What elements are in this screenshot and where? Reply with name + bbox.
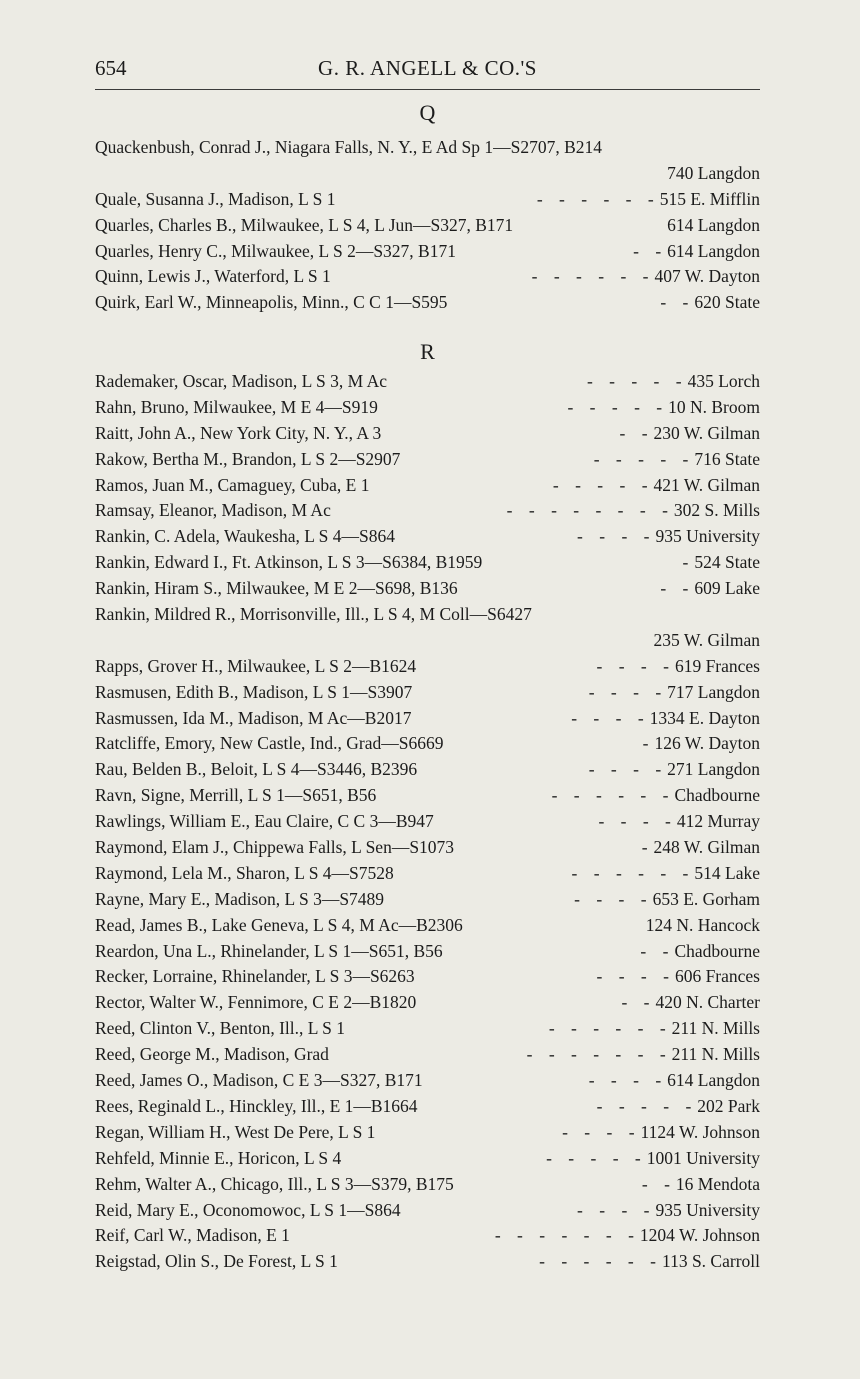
entry-address: 619 Frances [674, 655, 760, 676]
entry-text: Raymond, Elam J., Chippewa Falls, L Sen—S1073 [95, 837, 455, 858]
directory-entry [95, 1223, 760, 1249]
entry-leaders: - - - - - - [536, 188, 660, 209]
entry-leaders: - - - - [577, 526, 656, 547]
entry-leaders: - - [633, 240, 668, 261]
page-header [95, 54, 760, 86]
entry-text: Rau, Belden B., Beloit, L S 4—S3446, B2396 [95, 759, 418, 780]
entry-text: Ramsay, Eleanor, Madison, M Ac [95, 500, 331, 521]
entry-leaders: - - [660, 578, 695, 599]
entry-leaders: - - - - - - [539, 1251, 662, 1272]
entry-leaders: - [642, 733, 655, 754]
entry-address: 614 Langdon [667, 240, 760, 261]
entry-right [660, 290, 760, 316]
entry-right [640, 939, 760, 965]
entry-leaders: - - - - - - - [494, 1225, 640, 1246]
entry-address: 211 N. Mills [671, 1044, 760, 1065]
entry-right [667, 213, 760, 239]
entry-text: Rahn, Bruno, Milwaukee, M E 4—S919 [95, 396, 378, 417]
entry-right [642, 835, 760, 861]
entry-right [597, 964, 761, 990]
entry-leaders: - - - - [598, 811, 677, 832]
entry-leaders: - - - - - [546, 1147, 647, 1168]
entry-address: 653 E. Gorham [652, 888, 760, 909]
directory-entry [95, 1198, 760, 1224]
entry-right [646, 913, 760, 939]
section-r-entries [95, 369, 760, 1275]
entry-leaders: - - - - - - [551, 785, 675, 806]
entry-address: 271 Langdon [667, 759, 760, 780]
entry-text: Rakow, Bertha M., Brandon, L S 2—S2907 [95, 448, 401, 469]
entry-text: Rehm, Walter A., Chicago, Ill., L S 3—S379, B175 [95, 1173, 454, 1194]
entry-right [577, 524, 760, 550]
entry-address: Chadbourne [674, 785, 760, 806]
entry-leaders: - - - - [588, 681, 668, 702]
entry-text: Reid, Mary E., Oconomowoc, L S 1—S864 [95, 1199, 401, 1220]
entry-leaders: - - [641, 1173, 676, 1194]
entry-text: Raitt, John A., New York City, N. Y., A 3 [95, 422, 382, 443]
directory-entry [95, 783, 760, 809]
entry-right [642, 1172, 760, 1198]
entry-right [597, 654, 761, 680]
header-rule [95, 89, 760, 90]
directory-entry [95, 939, 760, 965]
entry-leaders: - - - - [588, 1070, 668, 1091]
entry-right [633, 239, 760, 265]
entry-address: Chadbourne [674, 940, 760, 961]
directory-entry [95, 757, 760, 783]
directory-entry [95, 239, 760, 265]
directory-entry [95, 809, 760, 835]
entry-text: Reed, George M., Madison, Grad [95, 1044, 329, 1065]
entry-right [589, 757, 760, 783]
entry-right [589, 680, 760, 706]
entry-text: Quinn, Lewis J., Waterford, L S 1 [95, 266, 331, 287]
entry-right [660, 576, 760, 602]
entry-leaders: - - - - - [586, 371, 688, 391]
entry-right [594, 447, 760, 473]
entry-leaders: - - - - - - - [526, 1044, 672, 1065]
entry-address: 614 Langdon [667, 1070, 760, 1091]
entry-right [539, 1249, 760, 1275]
entry-address: 230 W. Gilman [653, 422, 760, 443]
entry-text: Rayne, Mary E., Madison, L S 3—S7489 [95, 888, 385, 909]
entry-right [549, 1016, 760, 1042]
entry-text: Rankin, Hiram S., Milwaukee, M E 2—S698, B136 [95, 578, 458, 599]
directory-entry [95, 887, 760, 913]
directory-entry [95, 861, 760, 887]
entry-right [537, 187, 760, 213]
directory-entry [95, 731, 760, 757]
directory-entry [95, 990, 760, 1016]
section-letter-r: R [420, 339, 435, 364]
entry-address: 606 Frances [674, 966, 760, 987]
entry-leaders: - - - - [596, 655, 675, 676]
entry-address: 420 N. Charter [655, 992, 760, 1013]
entry-text: Rankin, C. Adela, Waukesha, L S 4—S864 [95, 526, 395, 547]
entry-text: Quirk, Earl W., Minneapolis, Minn., C C 1—S595 [95, 292, 448, 313]
entry-text: Regan, William H., West De Pere, L S 1 [95, 1121, 376, 1142]
directory-entry [95, 680, 760, 706]
entry-text: Ravn, Signe, Merrill, L S 1—S651, B56 [95, 785, 377, 806]
entry-text: Rasmusen, Edith B., Madison, L S 1—S3907 [95, 681, 413, 702]
entry-text: Rademaker, Oscar, Madison, L S 3, M Ac [95, 371, 387, 391]
entry-address: 514 Lake [694, 862, 760, 883]
entry-leaders: - - [660, 292, 695, 313]
directory-entry [95, 1016, 760, 1042]
entry-right [683, 550, 760, 576]
entry-right [621, 990, 760, 1016]
entry-address: 1124 W. Johnson [640, 1121, 760, 1142]
entry-leaders: - - - - - - [531, 266, 655, 287]
entry-address: 126 W. Dayton [654, 733, 760, 754]
directory-entry [95, 602, 760, 628]
entry-leaders: - - - - - - - - [506, 500, 674, 521]
directory-entry [95, 1094, 760, 1120]
entry-address: 202 Park [697, 1095, 760, 1116]
page-number: 654 [95, 56, 127, 80]
entry-leaders: - - - - [588, 759, 668, 780]
directory-entry [95, 421, 760, 447]
entry-address: 412 Murray [676, 811, 760, 832]
entry-address-continuation: 235 W. Gilman [653, 629, 760, 650]
entry-address: 211 N. Mills [671, 1018, 760, 1039]
directory-entry [95, 369, 760, 395]
entry-right [587, 369, 760, 395]
entry-leaders: - - - - - [567, 396, 669, 417]
directory-entry [95, 964, 760, 990]
entry-text: Rankin, Mildred R., Morrisonville, Ill., L S 4, M Coll—S6427 [95, 604, 532, 625]
entry-right [598, 809, 760, 835]
directory-entry [95, 213, 760, 239]
directory-entry [95, 395, 760, 421]
directory-entry [95, 835, 760, 861]
entry-right [567, 395, 760, 421]
entry-address: 302 S. Mills [673, 500, 760, 521]
entry-address: 421 W. Gilman [653, 474, 760, 495]
directory-entry [95, 447, 760, 473]
directory-entry [95, 576, 760, 602]
entry-right [589, 1068, 760, 1094]
entry-leaders: - - - - [562, 1121, 641, 1142]
entry-address: 435 Lorch [687, 371, 760, 391]
entry-address: 614 Langdon [667, 214, 760, 235]
entry-address: 935 University [655, 526, 760, 547]
directory-entry [95, 1042, 760, 1068]
entry-leaders: - - [640, 940, 675, 961]
entry-address: 16 Mendota [675, 1173, 760, 1194]
entry-right [495, 1223, 760, 1249]
entry-leaders: - - [621, 992, 656, 1013]
entry-leaders: - - [619, 422, 654, 443]
entry-leaders: - - - - - - [571, 862, 695, 883]
entry-text: Quackenbush, Conrad J., Niagara Falls, N. Y., E Ad Sp 1—S2707, B214 [95, 137, 602, 157]
section-letter-q: Q [419, 100, 436, 125]
entry-leaders: - - - - [577, 1199, 656, 1220]
entry-right [562, 1120, 760, 1146]
entry-right [553, 473, 760, 499]
entry-address: 124 N. Hancock [645, 914, 760, 935]
entry-text: Rawlings, William E., Eau Claire, C C 3—B947 [95, 811, 434, 832]
entry-right [572, 861, 760, 887]
entry-text: Quarles, Charles B., Milwaukee, L S 4, L Jun—S327, B171 [95, 214, 514, 235]
entry-right [571, 706, 760, 732]
entry-text: Ratcliffe, Emory, New Castle, Ind., Grad—S6669 [95, 733, 444, 754]
entry-right [527, 1042, 760, 1068]
entry-text: Quarles, Henry C., Milwaukee, L S 2—S327, B171 [95, 240, 456, 261]
entry-leaders: - - - - [574, 888, 653, 909]
entry-right [577, 1198, 760, 1224]
entry-text: Rees, Reginald L., Hinckley, Ill., E 1—B1664 [95, 1095, 418, 1116]
entry-text: Ramos, Juan M., Camaguey, Cuba, E 1 [95, 474, 370, 495]
entry-leaders: - - - - [596, 966, 675, 987]
entry-address: 1334 E. Dayton [649, 707, 760, 728]
directory-entry [95, 135, 760, 161]
directory-entry [95, 524, 760, 550]
running-title: G. R. ANGELL & CO.'S [318, 56, 537, 80]
entry-leaders: - [641, 837, 654, 858]
entry-right [552, 783, 760, 809]
entry-leaders: - - - - - [596, 1095, 698, 1116]
directory-entry [95, 1068, 760, 1094]
directory-entry [95, 264, 760, 290]
entry-text: Quale, Susanna J., Madison, L S 1 [95, 188, 336, 209]
directory-entry [95, 913, 760, 939]
entry-text: Reardon, Una L., Rhinelander, L S 1—S651, B56 [95, 940, 443, 961]
entry-right [643, 731, 760, 757]
directory-entry [95, 654, 760, 680]
entry-text: Recker, Lorraine, Rhinelander, L S 3—S6263 [95, 966, 415, 987]
directory-entry [95, 1249, 760, 1275]
directory-entry [95, 290, 760, 316]
directory-entry [95, 473, 760, 499]
entry-address: 515 E. Mifflin [659, 188, 760, 209]
entry-right [597, 1094, 760, 1120]
entry-text: Reif, Carl W., Madison, E 1 [95, 1225, 290, 1246]
entry-right [507, 498, 760, 524]
entry-text: Read, James B., Lake Geneva, L S 4, M Ac—B2306 [95, 914, 463, 935]
entry-leaders: - - - - - - [548, 1018, 672, 1039]
entry-text: Rapps, Grover H., Milwaukee, L S 2—B1624 [95, 655, 417, 676]
entry-right [546, 1146, 760, 1172]
entry-address: 113 S. Carroll [661, 1251, 760, 1272]
directory-entry [95, 1172, 760, 1198]
entry-text: Rankin, Edward I., Ft. Atkinson, L S 3—S6384, B1959 [95, 552, 483, 573]
entry-address: 1001 University [646, 1147, 760, 1168]
entry-address: 10 N. Broom [668, 396, 760, 417]
directory-entry [95, 1120, 760, 1146]
directory-entry [95, 187, 760, 213]
entry-address: 609 Lake [694, 578, 760, 599]
entry-right [620, 421, 761, 447]
entry-text: Raymond, Lela M., Sharon, L S 4—S7528 [95, 862, 394, 883]
entry-leaders: - - - - - [552, 474, 654, 495]
entry-text: Reigstad, Olin S., De Forest, L S 1 [95, 1251, 338, 1272]
directory-entry [95, 706, 760, 732]
entry-address: 620 State [694, 292, 760, 313]
entry-text: Reed, Clinton V., Benton, Ill., L S 1 [95, 1018, 346, 1039]
entry-address: 716 State [694, 448, 760, 469]
entry-address: 407 W. Dayton [654, 266, 760, 287]
entry-address: 1204 W. Johnson [639, 1225, 760, 1246]
entry-leaders: - [682, 552, 695, 573]
entry-text: Rasmussen, Ida M., Madison, M Ac—B2017 [95, 707, 412, 728]
directory-entry [95, 1146, 760, 1172]
entry-address: 717 Langdon [667, 681, 760, 702]
entry-text: Rector, Walter W., Fennimore, C E 2—B1820 [95, 992, 417, 1013]
entry-leaders: - - - - [571, 707, 650, 728]
section-q-entries [95, 135, 760, 316]
entry-address: 935 University [655, 1199, 760, 1220]
entry-leaders: - - - - - [593, 448, 695, 469]
entry-address: 524 State [694, 552, 760, 573]
entry-address: 248 W. Gilman [653, 837, 760, 858]
entry-right [532, 264, 760, 290]
entry-address-continuation: 740 Langdon [667, 162, 760, 183]
entry-text: Rehfeld, Minnie E., Horicon, L S 4 [95, 1147, 342, 1168]
entry-right [574, 887, 760, 913]
entry-text: Reed, James O., Madison, C E 3—S327, B171 [95, 1070, 423, 1091]
directory-entry [95, 498, 760, 524]
directory-entry [95, 550, 760, 576]
